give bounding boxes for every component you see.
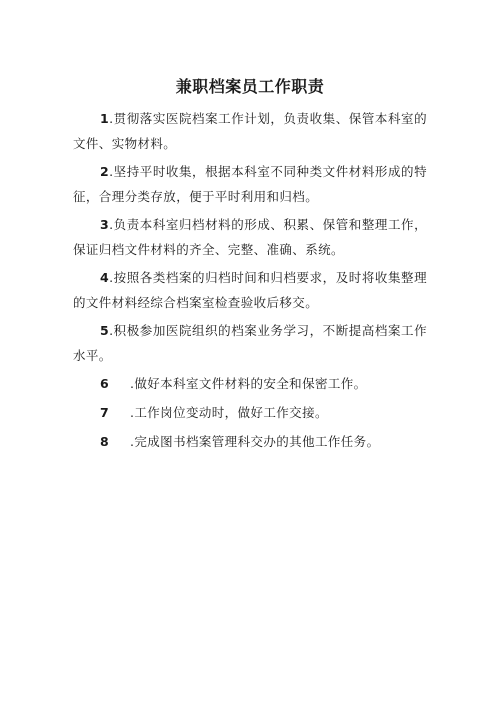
duty-item-7: [73, 400, 427, 425]
duty-item-2: [73, 159, 427, 209]
duty-text: .负责本科室归档材料的形成、积累、保管和整理工作，保证归档文件材料的齐全、完整、准确、系统。: [73, 217, 427, 257]
duty-text: .工作岗位变动时，做好工作交接。: [130, 405, 328, 420]
duty-number: 8: [100, 434, 110, 449]
duty-item-6: [73, 371, 427, 396]
duty-item-4: [73, 265, 427, 315]
duty-number: 5: [100, 323, 110, 338]
duty-text: .做好本科室文件材料的安全和保密工作。: [130, 376, 367, 391]
duty-number: 2: [100, 164, 110, 179]
duty-text: .按照各类档案的归档时间和归档要求，及时将收集整理的文件材料经综合档案室检查验收后移交。: [73, 270, 427, 310]
duty-text: .坚持平时收集，根据本科室不同种类文件材料形成的特征，合理分类存放，便于平时利用和归档。: [73, 164, 427, 204]
duty-number: 6: [100, 376, 110, 391]
duty-text: .完成图书档案管理科交办的其他工作任务。: [130, 434, 380, 449]
duty-item-3: [73, 212, 427, 262]
duty-item-5: [73, 318, 427, 368]
duty-number: 4: [100, 270, 110, 285]
duty-item-8: [73, 429, 427, 454]
duty-list: [73, 106, 427, 458]
duty-item-1: [73, 106, 427, 156]
duty-text: .积极参加医院组织的档案业务学习，不断提高档案工作水平。: [73, 323, 427, 363]
document-title: 兼职档案员工作职责: [175, 77, 325, 96]
duty-number: 3: [100, 217, 110, 232]
duty-number: 7: [100, 405, 110, 420]
duty-number: 1: [100, 111, 110, 126]
duty-text: .贯彻落实医院档案工作计划，负责收集、保管本科室的文件、实物材料。: [73, 111, 427, 151]
